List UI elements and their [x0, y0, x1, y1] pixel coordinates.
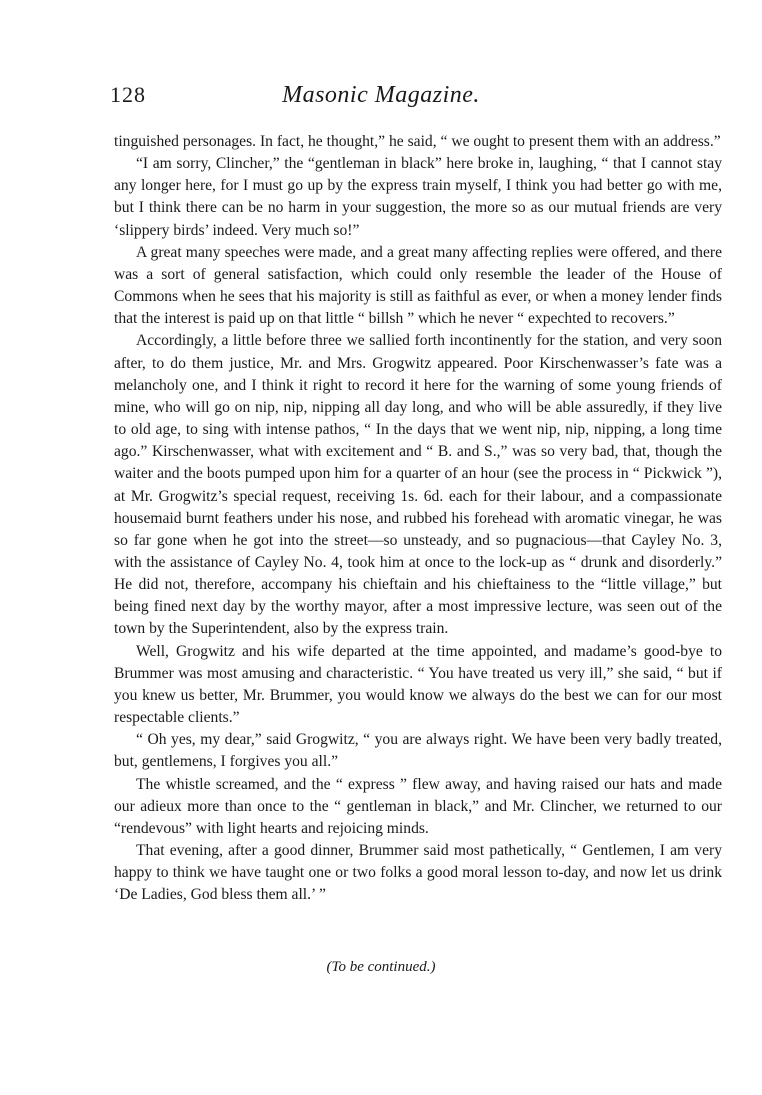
paragraph: The whistle screamed, and the “ express ” flew away, and having raised our hats and made our adieux more than once to the “ gentleman in black,” and Mr. Clincher, we returned to our “rendevous” with light hearts and rejoicing minds.	[114, 775, 722, 837]
paragraph: “ Oh yes, my dear,” said Grogwitz, “ you are always right. We have been very badly treated, but, gentlemens, I forgives you all.”	[114, 731, 722, 771]
paragraph: Accordingly, a little before three we sallied forth incontinently for the station, and very soon after, to do them justice, Mr. and Mrs. Grogwitz appeared. Poor Kirschenwasser’s fate was a melancholy one, and I think it right to record it here for the warning of some young friends of mine, who will go on nip, nip, nipping all day long, and who will be able assuredly, if they live to old age, to sing with intense pathos, “ In the days that we went nip, nip, nipping, a long time ago.” Kirschenwasser, what with excitement and “ B. and S.,” was so very bad, that, though the waiter and the boots pumped upon him for a quarter of an hour (see the process in “ Pickwick ”), at Mr. Grogwitz’s special request, receiving 1s. 6d. each for their labour, and a compassionate housemaid burnt feathers under his nose, and rubbed his forehead with aromatic vinegar, he was so far gone when he got into the street—so unsteady, and so pugnacious—that Cayley No. 3, with the assistance of Cayley No. 4, took him at once to the lock-up as “ drunk and disorderly.” He did not, therefore, accompany his chieftain and his chieftainess to the “little village,” but being fined next day by the worthy mayor, after a most impressive lecture, was seen out of the town by the Superintendent, also by the express train.	[114, 332, 722, 638]
page-number: 128	[110, 82, 146, 107]
paragraph: Well, Grogwitz and his wife departed at the time appointed, and madame’s good-bye to Brummer was most amusing and characteristic. “ You have treated us very ill,” she said, “ but if you knew us better, Mr. Brummer, you would know we always do the best we can for our most respectable clients.”	[114, 642, 722, 727]
paragraph: A great many speeches were made, and a great many affecting replies were offered, and there was a sort of general satisfaction, which could only resemble the leader of the House of Commons when he sees that his majority is still as faithful as ever, or when a money lender finds that the interest is paid up on that little “ billsh ” which he never “ expechted to recovers.”	[114, 243, 722, 328]
continuation-note: (To be continued.)	[326, 959, 436, 975]
paragraph: That evening, after a good dinner, Brummer said most pathetically, “ Gentlemen, I am very happy to think we have taught one or two folks a good moral lesson to-day, and now let us drink ‘De Ladies, God bless them all.’ ”	[114, 842, 722, 904]
running-title: Masonic Magazine.	[282, 82, 480, 108]
paragraph: tinguished personages. In fact, he thought,” he said, “ we ought to present them with an address.”	[114, 133, 721, 150]
article-body	[114, 131, 722, 906]
paragraph: “I am sorry, Clincher,” the “gentleman in black” here broke in, laughing, “ that I cannot stay any longer here, for I must go up by the express train myself, I think you had better go with me, but I think there can be no harm in your suggestion, the more so as our mutual friends are very ‘slippery birds’ indeed. Very much so!”	[114, 155, 722, 239]
